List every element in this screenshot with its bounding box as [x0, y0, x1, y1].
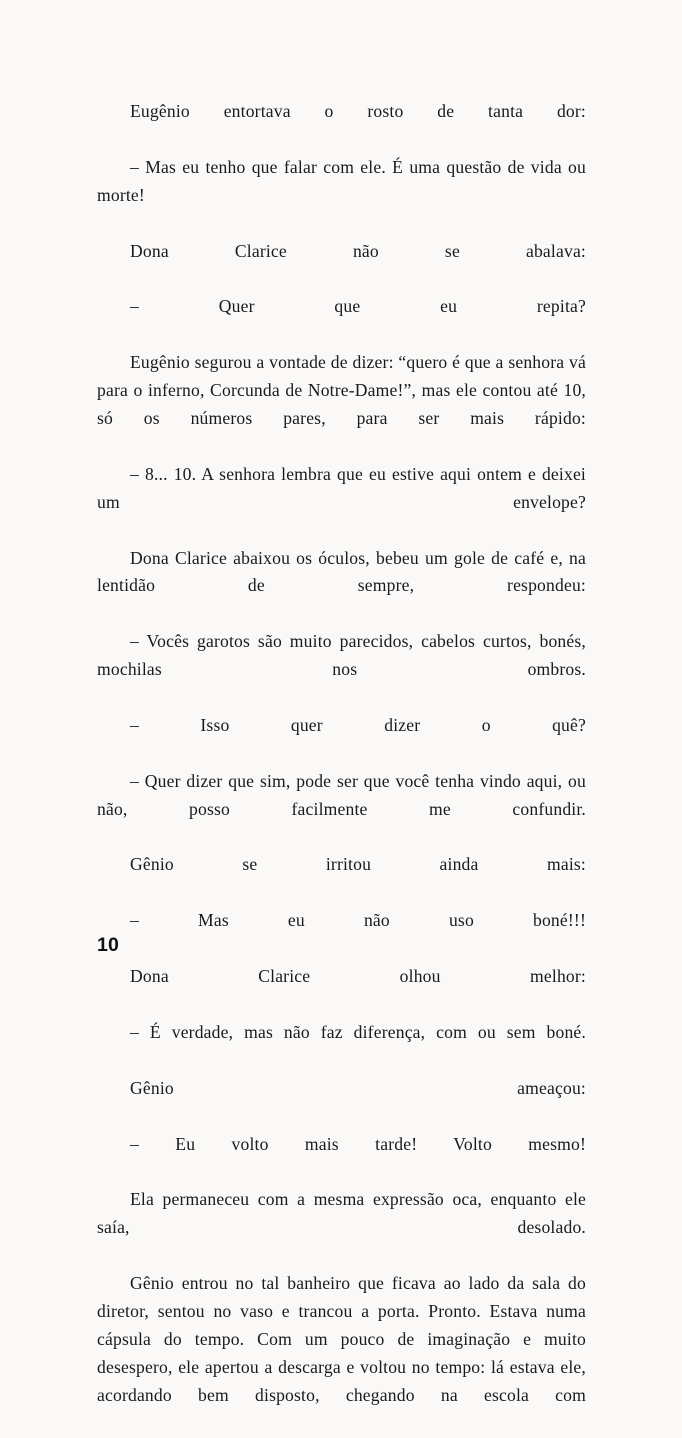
paragraph: – É verdade, mas não faz diferença, com ou sem boné. — [130, 1021, 586, 1042]
paragraph: Dona Clarice abaixou os óculos, bebeu um gole de café e, na lentidão de sempre, respondeu: — [97, 547, 586, 596]
paragraph: Gênio ameaçou: — [130, 1077, 586, 1098]
paragraph: Gênio se irritou ainda mais: — [130, 854, 586, 875]
paragraph: Dona Clarice olhou melhor: — [130, 966, 586, 987]
paragraph: Dona Clarice não se abalava: — [130, 240, 586, 261]
body-text-block — [97, 98, 586, 1438]
paragraph: – Eu volto mais tarde! Volto mesmo! — [130, 1133, 586, 1154]
paragraph: – Quer que eu repita? — [130, 296, 586, 317]
paragraph: Eugênio entortava o rosto de tanta dor: — [130, 101, 586, 121]
paragraph: – Vocês garotos são muito parecidos, cabelos curtos, bonés, mochilas nos ombros. — [97, 631, 586, 680]
paragraph: – Quer dizer que sim, pode ser que você tenha vindo aqui, ou não, posso facilmente me confundir. — [97, 770, 586, 819]
paragraph: Gênio entrou no tal banheiro que ficava ao lado da sala do diretor, sentou no vaso e trancou a porta. Pronto. Estava numa cápsula do tempo. Com um pouco de imaginação e muito desespero, ele apertou a descarga e voltou no tempo: lá estava ele, acordando bem disposto, chegando na escola com — [97, 1273, 586, 1405]
paragraph: – Isso quer dizer o quê? — [130, 714, 586, 735]
paragraph: – 8... 10. A senhora lembra que eu estive aqui ontem e deixei um envelope? — [97, 463, 586, 512]
page-number: 10 — [97, 934, 120, 956]
paragraph: – Mas eu tenho que falar com ele. É uma questão de vida ou morte! — [97, 156, 586, 205]
paragraph: Ela permaneceu com a mesma expressão oca, enquanto ele saía, desolado. — [97, 1189, 586, 1238]
paragraph: – Mas eu não uso boné!!! — [130, 910, 586, 931]
paragraph: Eugênio segurou a vontade de dizer: “quero é que a senhora vá para o inferno, Corcunda de Notre-Dame!”, mas ele contou até 10, só os números pares, para ser mais rápido: — [97, 352, 586, 428]
